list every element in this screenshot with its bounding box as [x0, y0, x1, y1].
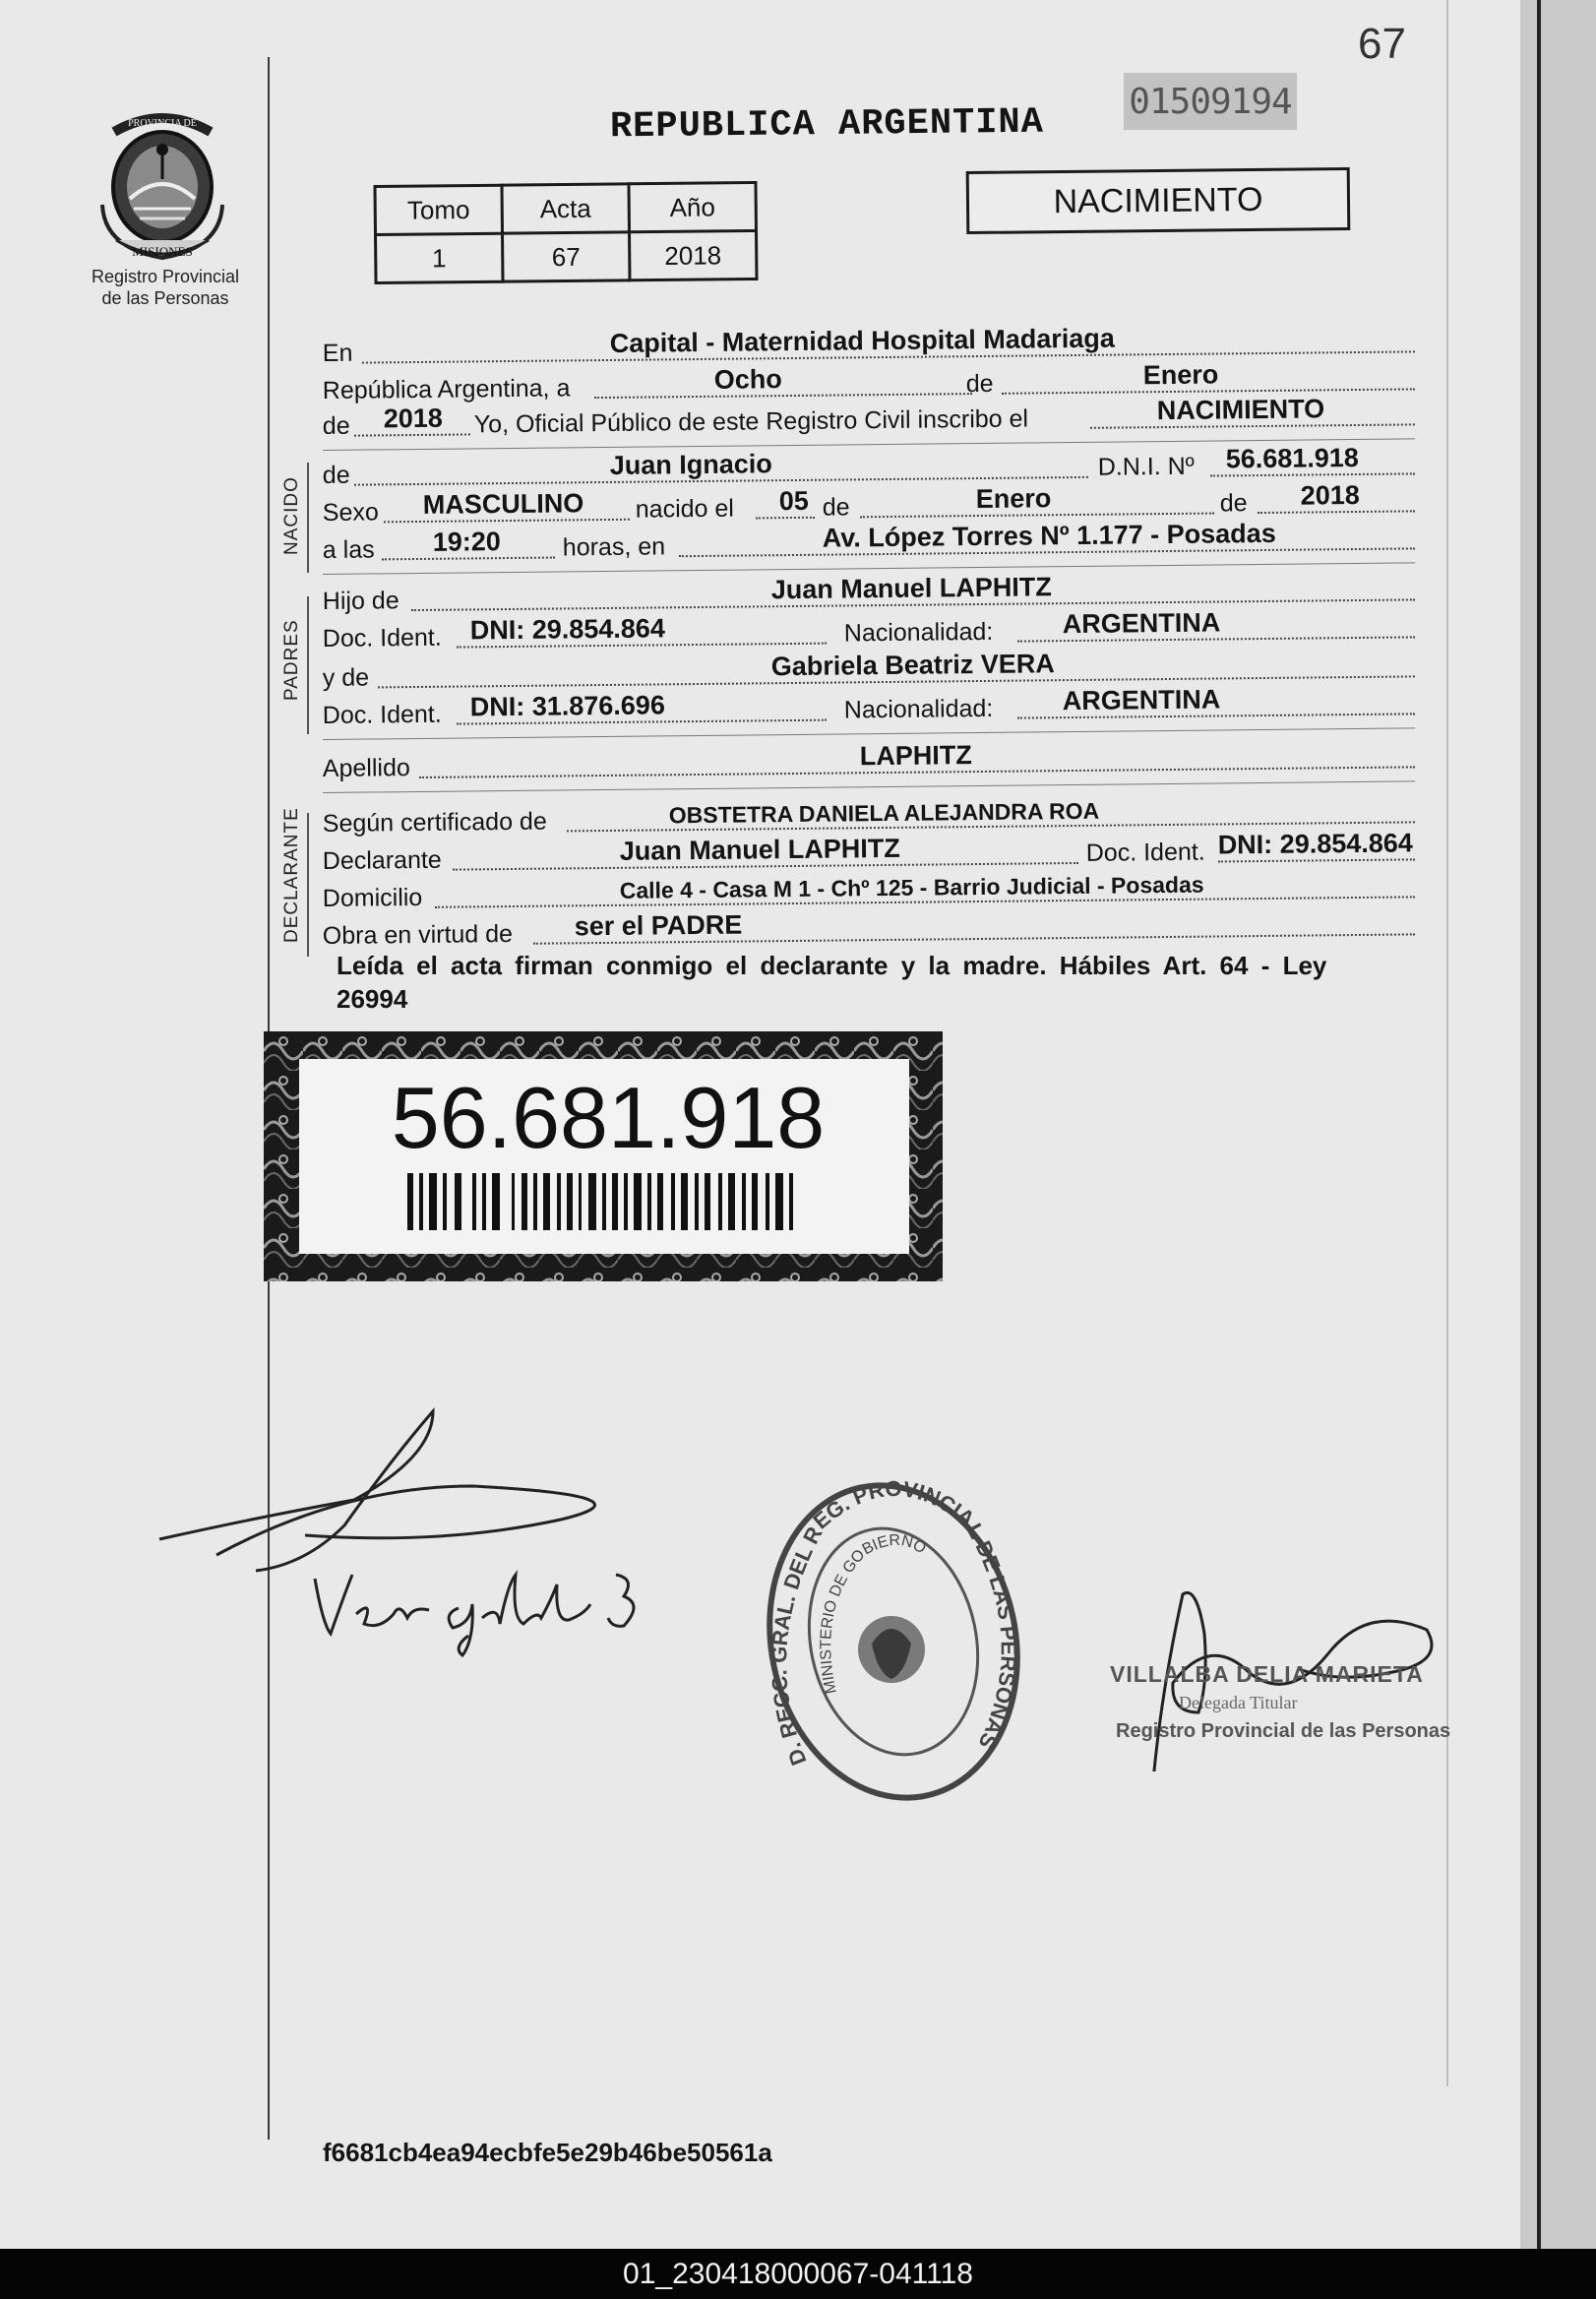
label-mother-doc: Doc. Ident. — [322, 700, 442, 730]
value-year: 2018 — [383, 403, 443, 434]
stamp-outer-text: D. RECC. GRAL. DEL REG. PROVINCIAL DE LAS PERSONAS — [767, 1475, 1021, 1770]
label-sexo-de1: de — [822, 493, 850, 522]
value-child-dni: 56.681.918 — [1225, 442, 1360, 474]
label-domicilio: Domicilio — [322, 883, 423, 913]
value-certifier: OBSTETRA DANIELA ALEJANDRA ROA — [668, 797, 1100, 829]
officer-office: Registro Provincial de las Personas — [1116, 1720, 1451, 1742]
value-place: Capital - Maternidad Hospital Madariaga — [609, 323, 1115, 358]
inner-border — [1446, 0, 1448, 2086]
section-label-nacido: NACIDO — [281, 476, 302, 555]
label-father-doc: Doc. Ident. — [322, 623, 442, 653]
value-declarant-dni: DNI: 29.854.864 — [1217, 828, 1413, 860]
label-nacido: nacido el — [635, 494, 735, 524]
footer-id: 01_230418000067-041118 — [623, 2257, 973, 2290]
page-number: 67 — [1358, 20, 1406, 68]
value-address: Calle 4 - Casa M 1 - Chº 125 - Barrio Judicial - Posadas — [619, 871, 1204, 903]
value-acta: 67 — [503, 232, 631, 281]
seal-caption-line1: Registro Provincial — [91, 267, 240, 286]
label-sexo-de2: de — [1219, 489, 1248, 518]
seal-bottom-text: MISIONES — [132, 244, 193, 259]
value-tomo: 1 — [376, 233, 504, 282]
label-de: de — [965, 369, 994, 399]
section-bar-declarante — [307, 813, 309, 957]
page-edge — [1520, 0, 1596, 2249]
label-a-las: a las — [322, 535, 375, 565]
label-y-de: y de — [322, 663, 370, 693]
label-oficial: Yo, Oficial Público de este Registro Civil inscribo el — [473, 404, 1029, 439]
section-label-declarante: DECLARANTE — [281, 807, 302, 943]
label-apellido: Apellido — [322, 754, 410, 783]
label-hijo-de: Hijo de — [322, 587, 399, 616]
value-first-names: Juan Ignacio — [609, 449, 772, 480]
label-dni: D.N.I. Nº — [1097, 452, 1195, 481]
header-tomo: Tomo — [375, 185, 503, 234]
label-father-nationality: Nacionalidad: — [843, 617, 994, 648]
section-label-padres: PADRES — [281, 619, 302, 701]
value-birth-place: Av. López Torres Nº 1.177 - Posadas — [822, 518, 1276, 553]
registry-table — [373, 181, 758, 284]
value-time: 19:20 — [432, 527, 501, 557]
value-surname: LAPHITZ — [859, 740, 972, 772]
label-mother-nationality: Nacionalidad: — [843, 694, 994, 724]
label-en: En — [322, 339, 353, 368]
value-birth-year: 2018 — [1300, 479, 1360, 511]
seal-caption — [67, 266, 264, 309]
closing-note: Leída el acta firman conmigo el declarante y la madre. Hábiles Art. 64 - Ley 26994 — [337, 951, 1327, 1014]
label-declarant-doc: Doc. Ident. — [1085, 838, 1205, 867]
seal-top-text: PROVINCIA DE — [128, 118, 197, 129]
official-stamp — [748, 1457, 1043, 1831]
header-anio: Año — [629, 182, 757, 231]
value-sex: MASCULINO — [422, 488, 584, 520]
value-capacity: ser el PADRE — [574, 909, 743, 942]
value-mother-nationality: ARGENTINA — [1062, 684, 1221, 716]
stamp-inner-text: MINISTERIO DE GOBIERNO — [818, 1531, 929, 1696]
value-declarant-name: Juan Manuel LAPHITZ — [619, 833, 900, 866]
footer-bar — [0, 2249, 1596, 2299]
value-father-name: Juan Manuel LAPHITZ — [770, 572, 1052, 605]
label-sexo: Sexo — [322, 498, 379, 528]
value-father-dni: DNI: 29.854.864 — [469, 613, 666, 646]
label-horas-en: horas, en — [562, 532, 666, 562]
section-bar-nacido — [307, 463, 309, 573]
section-bar-padres — [307, 596, 309, 734]
page-edge-line — [1537, 0, 1541, 2249]
value-day: Ocho — [713, 364, 782, 395]
label-declarante: Declarante — [322, 845, 442, 876]
value-mother-dni: DNI: 31.876.696 — [469, 690, 666, 722]
officer-role: Delegada Titular — [1179, 1693, 1298, 1712]
label-nombre-de: de — [322, 461, 350, 490]
document-hash: f6681cb4ea94ecbfe5e29b46be50561a — [323, 2138, 772, 2167]
value-anio: 2018 — [629, 230, 757, 280]
value-month: Enero — [1142, 359, 1219, 391]
seal-caption-line2: de las Personas — [101, 288, 229, 308]
label-year-de: de — [322, 411, 350, 441]
value-father-nationality: ARGENTINA — [1062, 607, 1221, 640]
value-birth-month: Enero — [975, 483, 1052, 515]
registry-header-row — [375, 182, 756, 234]
dni-label-number: 56.681.918 — [391, 1069, 826, 1166]
mother-signature — [305, 1545, 659, 1663]
value-record-type: NACIMIENTO — [1156, 394, 1325, 426]
document-title: REPUBLICA ARGENTINA — [609, 101, 1045, 149]
label-republica: República Argentina, a — [322, 374, 571, 405]
officer-name: VILLALBA DELIA MARIETA — [1110, 1661, 1424, 1687]
record-type-box: NACIMIENTO — [966, 167, 1351, 234]
serial-number: 01509194 — [1124, 73, 1297, 130]
province-seal-icon — [94, 110, 230, 268]
registry-value-row — [376, 230, 757, 282]
value-birth-day: 05 — [778, 485, 809, 517]
value-mother-name: Gabriela Beatriz VERA — [770, 649, 1055, 682]
label-certificado: Según certificado de — [322, 807, 547, 839]
header-acta: Acta — [502, 184, 630, 233]
dni-barcode-label — [264, 1031, 943, 1281]
label-obra: Obra en virtud de — [322, 919, 514, 951]
